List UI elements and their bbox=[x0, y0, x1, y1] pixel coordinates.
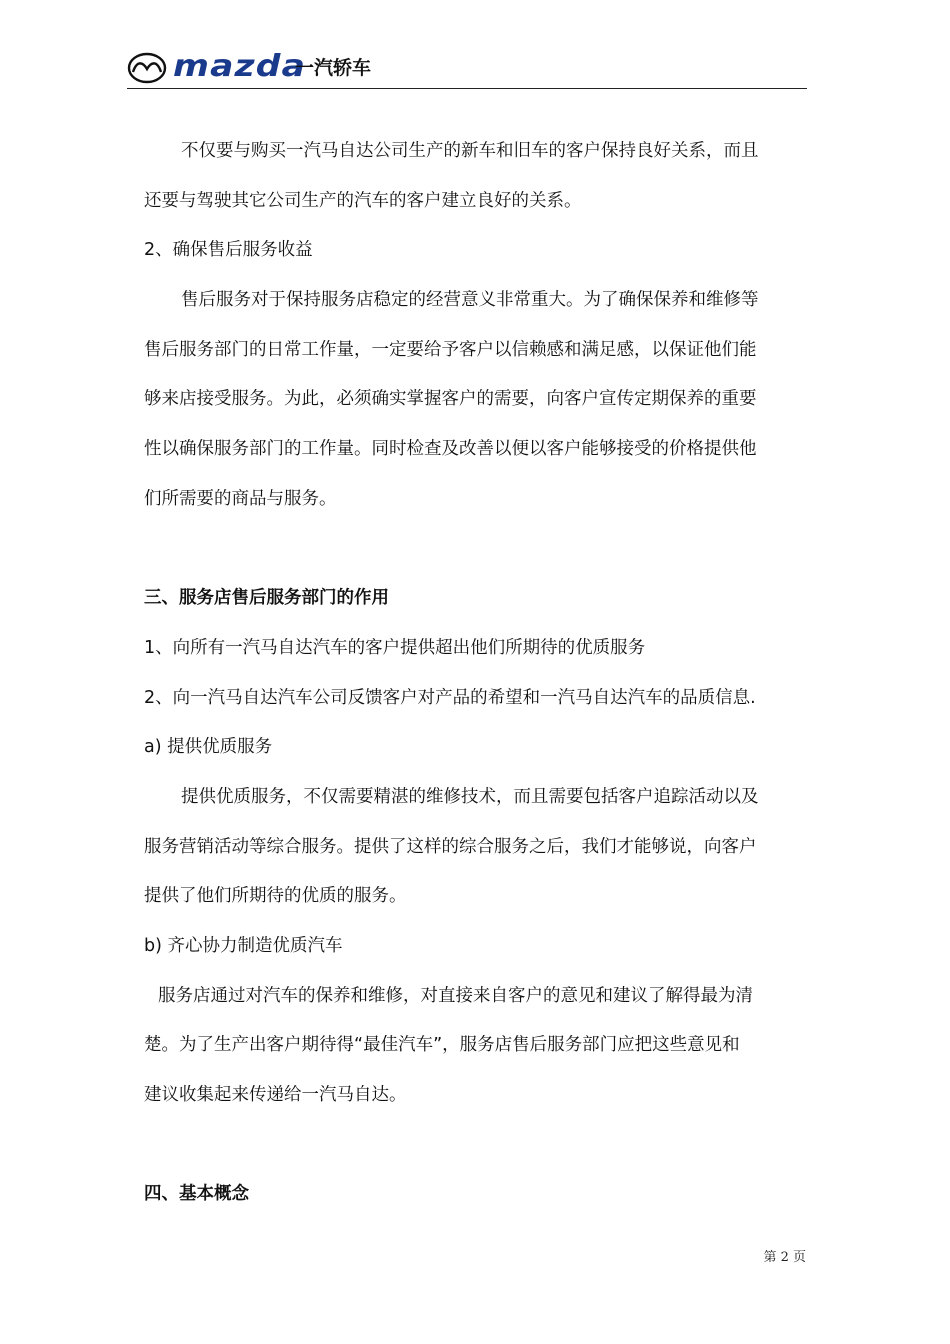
mazda-logo-icon bbox=[127, 52, 167, 84]
brand-subtitle: 一汽轿车 bbox=[295, 57, 372, 79]
paragraph-line: 不仅要与购买一汽马自达公司生产的新车和旧车的客户保持良好关系，而且 bbox=[181, 141, 759, 161]
document-body bbox=[144, 127, 808, 1220]
paragraph-line: 售后服务部门的日常工作量，一定要给予客户以信赖感和满足感，以保证他们能 bbox=[144, 339, 757, 360]
paragraph-line: 性以确保服务部门的工作量。同时检查及改善以便以客户能够接受的价格提供他 bbox=[144, 439, 757, 460]
subheading: b) 齐心协力制造优质汽车 bbox=[144, 936, 343, 956]
paragraph-line: 们所需要的商品与服务。 bbox=[144, 488, 337, 509]
paragraph-line: 售后服务对于保持服务店稳定的经营意义非常重大。为了确保保养和维修等 bbox=[181, 290, 759, 311]
paragraph-line: 服务店通过对汽车的保养和维修，对直接来自客户的意见和建议了解得最为清 bbox=[158, 985, 753, 1006]
brand-wordmark: mazda bbox=[173, 49, 307, 84]
blank-line bbox=[144, 525, 808, 575]
subheading: 2、确保售后服务收益 bbox=[144, 240, 313, 261]
paragraph-line: 建议收集起来传递给一汽马自达。 bbox=[144, 1085, 407, 1106]
page-header bbox=[127, 50, 807, 89]
list-item: 2、向一汽马自达汽车公司反馈客户对产品的希望和一汽马自达汽车的品质信息. bbox=[144, 687, 756, 708]
paragraph-line: 提供了他们所期待的优质的服务。 bbox=[144, 886, 407, 907]
list-item: 1、向所有一汽马自达汽车的客户提供超出他们所期待的优质服务 bbox=[144, 637, 646, 658]
paragraph-line: 提供优质服务，不仅需要精湛的维修技术，而且需要包括客户追踪活动以及 bbox=[181, 786, 759, 807]
paragraph-line: 楚。为了生产出客户期待得“最佳汽车”，服务店售后服务部门应把这些意见和 bbox=[144, 1035, 740, 1056]
section-heading: 三、服务店售后服务部门的作用 bbox=[144, 588, 389, 609]
paragraph-line: 还要与驾驶其它公司生产的汽车的客户建立良好的关系。 bbox=[144, 190, 582, 211]
page-number: 第 2 页 bbox=[763, 1250, 806, 1265]
paragraph-line: 服务营销活动等综合服务。提供了这样的综合服务之后，我们才能够说，向客户 bbox=[144, 836, 757, 857]
blank-line bbox=[144, 1121, 808, 1171]
subheading: a) 提供优质服务 bbox=[144, 737, 273, 758]
paragraph-line: 够来店接受服务。为此，必须确实掌握客户的需要，向客户宣传定期保养的重要 bbox=[144, 389, 757, 410]
section-heading: 四、基本概念 bbox=[144, 1184, 249, 1205]
